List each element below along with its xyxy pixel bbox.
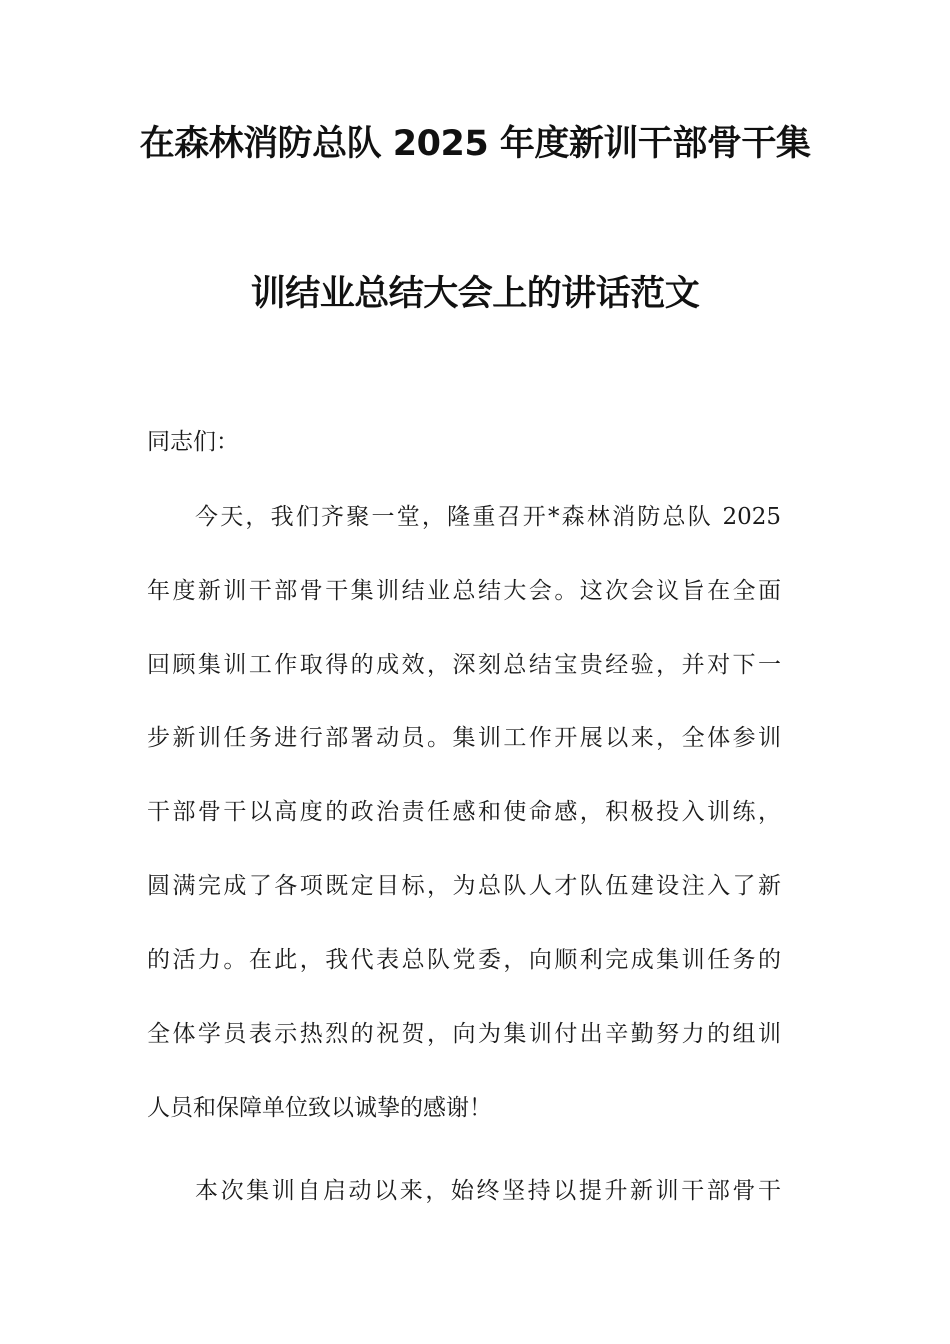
paragraph-1-line: 步新训任务进行部署动员。集训工作开展以来，全体参训 xyxy=(147,725,781,751)
paragraph-2-line: 本次集训自启动以来，始终坚持以提升新训干部骨干 xyxy=(195,1178,781,1204)
paragraph-1-line: 今天，我们齐聚一堂，隆重召开*森林消防总队 2025 xyxy=(195,504,781,530)
paragraph-1-line: 全体学员表示热烈的祝贺，向为集训付出辛勤努力的组训 xyxy=(147,1021,781,1047)
paragraph-1-line: 回顾集训工作取得的成效，深刻总结宝贵经验，并对下一 xyxy=(147,652,781,678)
paragraph-1-line: 人员和保障单位致以诚挚的感谢！ xyxy=(147,1095,492,1121)
greeting: 同志们： xyxy=(147,429,239,455)
paragraph-1-line: 的活力。在此，我代表总队党委，向顺利完成集训任务的 xyxy=(147,947,781,973)
document-title-line-2: 训结业总结大会上的讲话范文 xyxy=(250,274,700,314)
paragraph-1-line: 干部骨干以高度的政治责任感和使命感，积极投入训练， xyxy=(147,799,781,825)
paragraph-1-line: 年度新训干部骨干集训结业总结大会。这次会议旨在全面 xyxy=(147,578,781,604)
paragraph-1-line: 圆满完成了各项既定目标，为总队人才队伍建设注入了新 xyxy=(147,873,781,899)
document-title-line-1: 在森林消防总队 2025 年度新训干部骨干集 xyxy=(139,124,811,164)
